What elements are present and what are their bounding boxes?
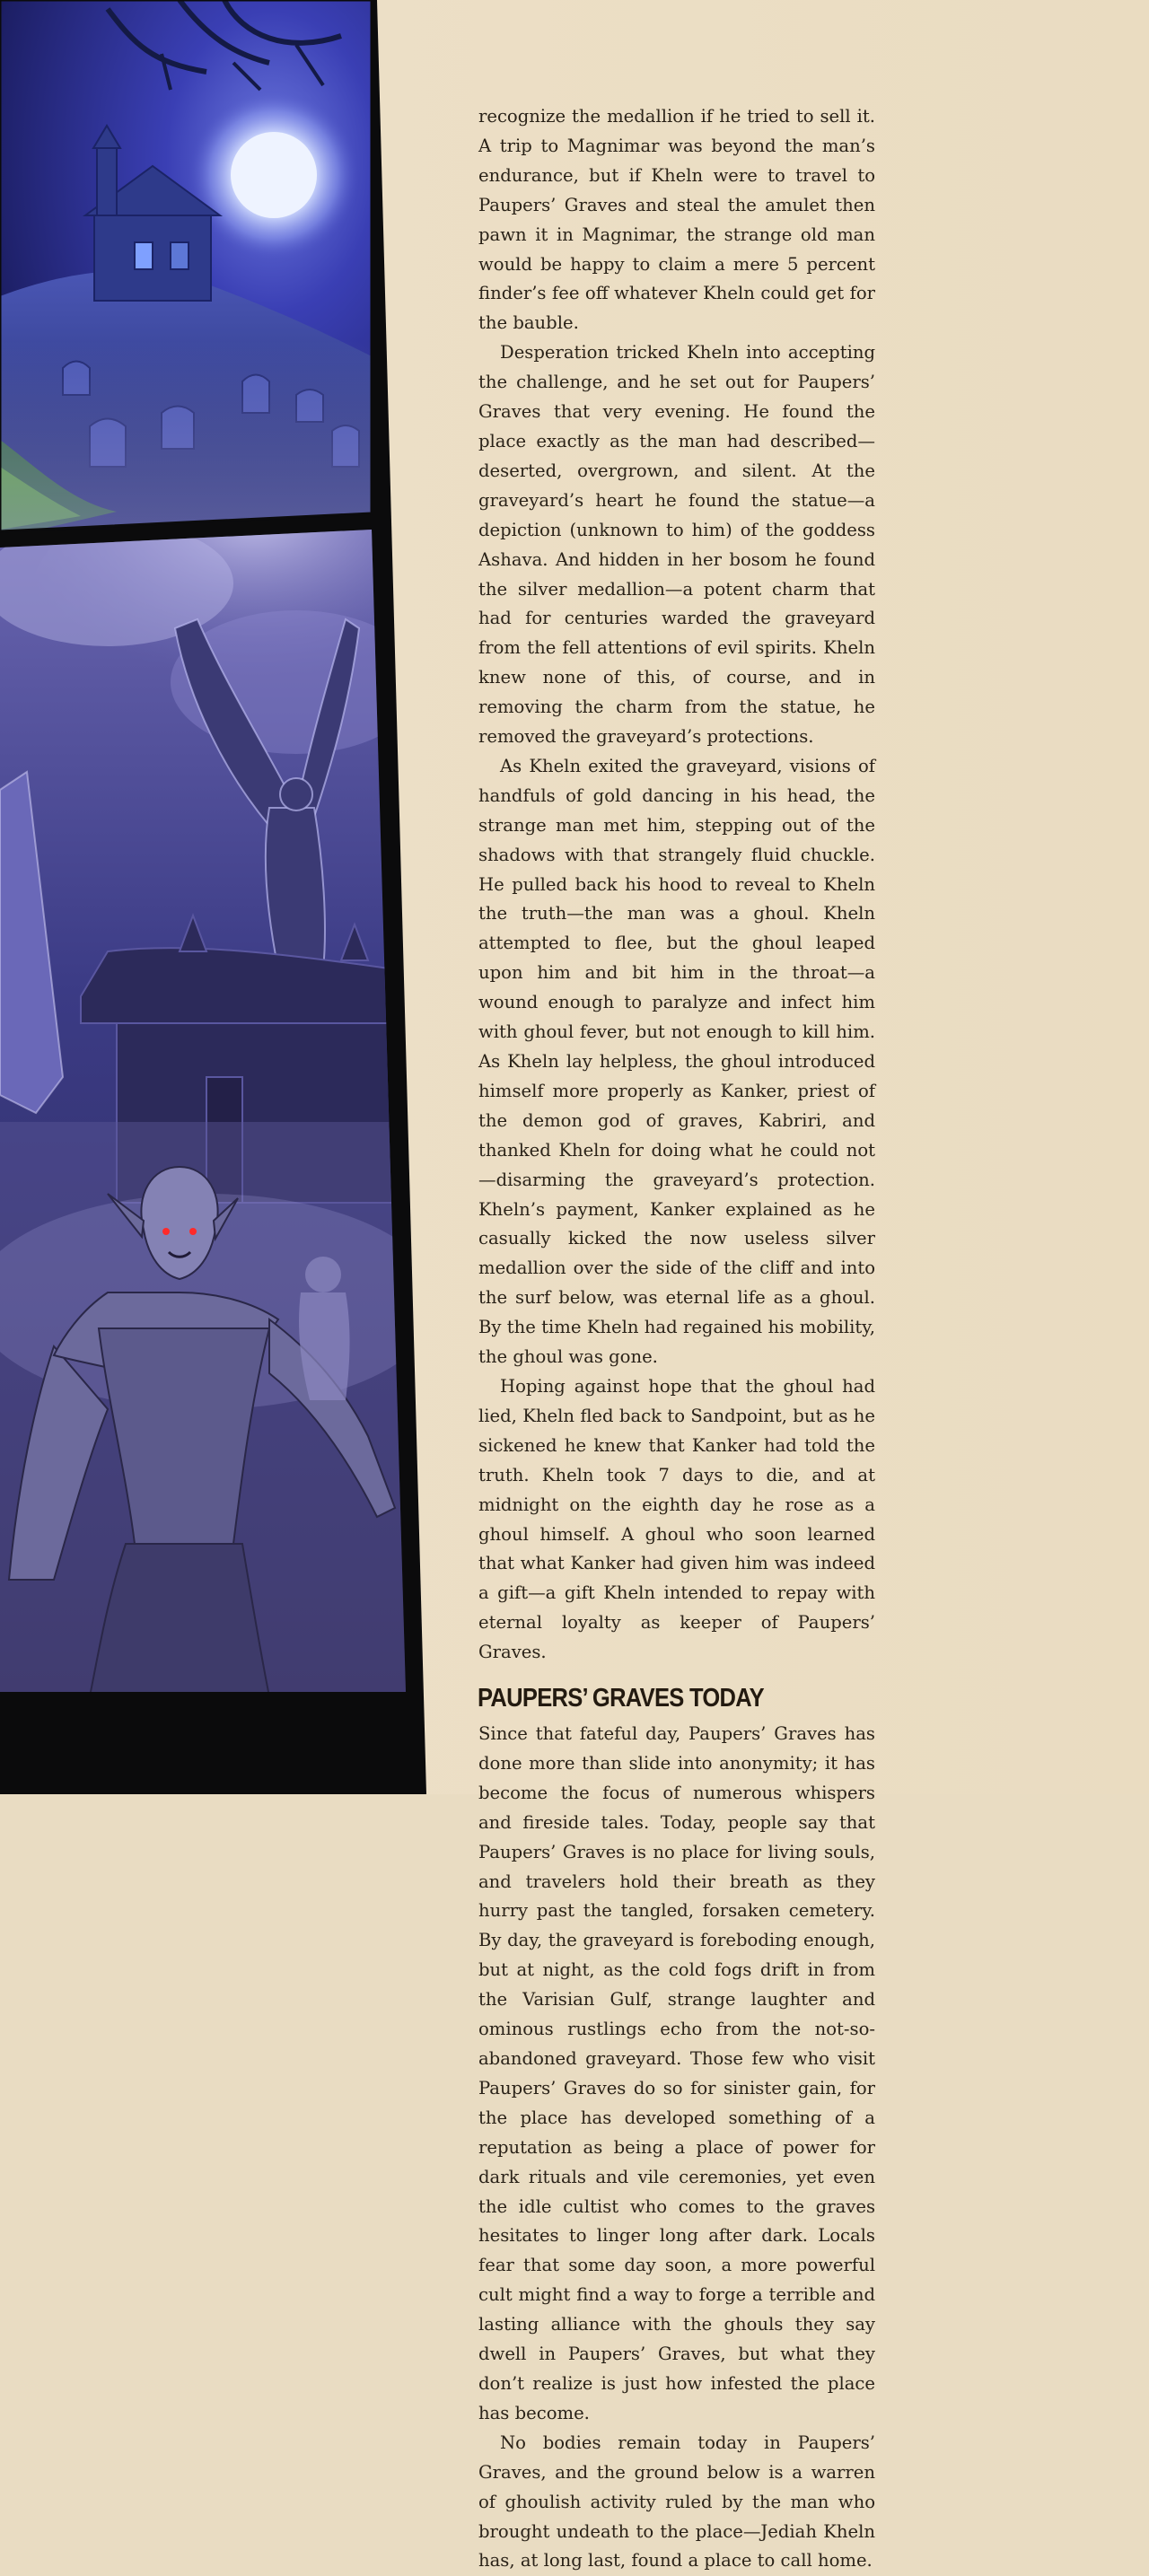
article-text: [478, 102, 875, 2576]
ghoul-scene-icon: [0, 476, 431, 1696]
paragraph: Desperation tricked Kheln into accepting the challenge, and he set out for Paupers’ Graves that very evening. He found the place exactly as the man had described—deserted, overgrown, and silent. At the graveyard’s heart he found the statue—a depiction (unknown to him) of the goddess Ashava. And hidden in her bosom he found the silver medallion—a potent charm that had for centuries warded the graveyard from the fell attentions of evil spirits. Kheln knew none of this, of course, and in removing the charm from the statue, he removed the graveyard’s protections.: [478, 342, 875, 748]
paragraph: Since that fateful day, Paupers’ Graves has done more than slide into anonymity; it has become the focus of numerous whispers and fireside tales. Today, people say that Paupers’ Graves is no place for living souls, and travelers hold their breath as they hurry past the tangled, forsaken cemetery. By day, the graveyard is foreboding enough, but at night, as the cold fogs drift in from the Varisian Gulf, strange laughter and ominous rustlings echo from the not-so-abandoned graveyard. Those few who visit Paupers’ Graves do so for sinister gain, for the place has developed something of a reputation as being a place of power for dark rituals and vile ceremonies, yet even the idle cultist who comes to the graves hesitates to linger long after dark. Locals fear that some day soon, a more powerful cult might find a way to forge a terrible and lasting alliance with the ghouls they say dwell in Paupers’ Graves, but what they don’t realize is just how infested the place has become.: [478, 1723, 875, 2423]
paragraph: As Kheln exited the graveyard, visions of handfuls of gold dancing in his head, the strange man met him, stepping out of the shadows with that strangely fluid chuckle. He pulled back his hood to reveal to Kheln the truth—the man was a ghoul. Kheln attempted to flee, but the ghoul leaped upon him and bit him in the throat—a wound enough to paralyze and infect him with ghoul fever, but not enough to kill him. As Kheln lay helpless, the ghoul introduced himself more properly as Kanker, priest of the demon god of graves, Kabriri, and thanked Kheln for doing what he could not—disarming the graveyard’s protection. Kheln’s payment, Kanker explained as he casually kicked the now useless silver medallion over the side of the cliff and into the surf below, was eternal life as a ghoul. By the time Kheln had regained his mobility, the ghoul was gone.: [478, 755, 875, 1368]
haunted-graveyard-icon: [0, 0, 377, 539]
paragraph: Hoping against hope that the ghoul had lied, Kheln fled back to Sandpoint, but as he sickened he knew that Kanker had told the truth. Kheln took 7 days to die, and at midnight on the eighth day he rose as a ghoul himself. A ghoul who soon learned that what Kanker had given him was indeed a gift—a gift Kheln intended to repay with eternal loyalty as keeper of Paupers’ Graves.: [478, 1375, 875, 1663]
paragraph: No bodies remain today in Paupers’ Graves, and the ground below is a warren of ghoulish activity ruled by the man who brought undeath to the place—Jediah Kheln has, at long last, found a place to call home.: [478, 2431, 875, 2572]
illustration-column: [0, 0, 431, 1794]
paragraph: recognize the medallion if he tried to sell it. A trip to Magnimar was beyond the man’s endurance, but if Kheln were to travel to Paupers’ Graves and steal the amulet then pawn it in Magnimar, the strange old man would be happy to claim a mere 5 percent finder’s fee off whatever Kheln could get for the bauble.: [478, 106, 875, 334]
section-heading: PAUPERS’ GRAVES TODAY: [478, 1684, 764, 1713]
